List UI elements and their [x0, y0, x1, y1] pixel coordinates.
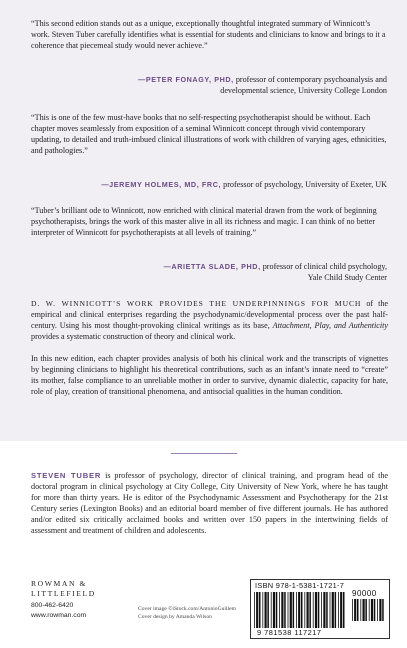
barcode-bar — [304, 592, 305, 628]
barcode-bar — [265, 592, 267, 628]
barcode-bar — [374, 599, 376, 621]
praise-name-1: —PETER FONAGY, PHD, — [138, 75, 234, 84]
praise-affiliation-1b: developmental science, University College London — [220, 86, 387, 95]
barcode-bar — [298, 592, 300, 628]
praise-attribution-3 — [164, 261, 387, 283]
barcode-bar — [301, 592, 303, 628]
praise-quote-1: “This second edition stands out as a unique, exceptionally thoughtful integrated summary of Winnicott’s work. Steven Tuber carefully identifies what is essential for students and clinicians to know and brings to it a coherence that piecemeal study would never achieve.” — [31, 19, 386, 50]
barcode-bar — [335, 592, 337, 628]
ean-barcode-icon — [254, 592, 346, 628]
barcode-bar — [382, 599, 384, 621]
description-paragraph-2: In this new edition, each chapter provides analysis of both his clinical work and the transcripts of vignettes by beginning clinicians to highlight his theoretical contributions, such as an infant’s innate need to “create” its mother, false compliance to an unreliable mother in order to survive, dynamic dialectic, capacity for hate, role of play, creation of transitional phenomena, and antisocial qualities in the human condition. — [31, 354, 388, 396]
praise-affiliation-3a: professor of clinical child psychology, — [262, 262, 387, 271]
barcode-bar — [369, 599, 370, 621]
author-bio-text: is professor of psychology, director of clinical training, and program head of the doctoral program in clinical psychology at City College, City University of New York, where he has taught for more than thirty years. He is editor of the Psychodynamic Assessment and Psychotherapy for the 21st Century series (Lexington Books) and an editorial board member of five different journals. He has authored and/or edited six critically acclaimed books and written over 150 papers in the intertwining fields of assessment and treatment of children and adolescents. — [31, 471, 389, 535]
barcode-bar — [363, 599, 365, 621]
barcode-bar — [256, 592, 258, 628]
barcode-bar — [326, 592, 328, 628]
barcode-bar — [288, 592, 289, 628]
praise-affiliation-3b: Yale Child Study Center — [307, 273, 387, 282]
barcode-bar — [360, 599, 361, 621]
description-lead-caps: D. W. WINNICOTT’S WORK PROVIDES THE UNDERPINNINGS FOR MUCH — [31, 299, 362, 308]
barcode-bar — [377, 599, 378, 621]
description-p1-end: provides a systematic construction of theory and clinical work. — [31, 332, 236, 341]
barcode-bar — [332, 592, 334, 628]
barcode-bar — [296, 592, 297, 628]
barcode-bar — [321, 592, 322, 628]
barcode-bar — [254, 592, 255, 628]
description-paragraph-1 — [31, 298, 388, 342]
price-barcode-icon — [352, 599, 386, 621]
barcode-bar — [276, 592, 278, 628]
barcode-bar — [365, 599, 367, 621]
barcode-bar — [315, 592, 317, 628]
barcode-bar — [371, 599, 373, 621]
praise-affiliation-2a: professor of psychology, University of Exeter, UK — [223, 180, 387, 189]
barcode-bar — [271, 592, 272, 628]
publisher-website: www.rowman.com — [31, 612, 87, 619]
praise-name-2: —JEREMY HOLMES, MD, FRC, — [101, 180, 222, 189]
barcode-bar — [338, 592, 339, 628]
barcode-bar — [357, 599, 359, 621]
barcode-bar — [259, 592, 261, 628]
praise-affiliation-1a: professor of contemporary psychoanalysis and — [235, 75, 387, 84]
barcode-bar — [343, 592, 345, 628]
publisher-name-line2: LITTLEFIELD — [31, 588, 96, 598]
praise-quote-3: “Tuber’s brilliant ode to Winnicott, now enriched with clinical material drawn from the work of beginning psychotherapists, brings the work of this master alive in all its richness and magic. I can think of no better interpreter of Winnicott for psychotherapists at all levels of training.” — [31, 206, 377, 237]
barcode-bar — [293, 592, 295, 628]
barcode-bar — [352, 599, 353, 621]
praise-quote-2: “This is one of the few must-have books that no self-respecting psychotherapist should be without. Each chapter moves seamlessly from exposition of a seminal Winnicott concept through vivid contemporary updating, to detailed and truth-imbued clinical illustrations of work with children of varying ages, ethnicities, and pathologies.” — [31, 113, 387, 155]
barcode-bar — [281, 592, 283, 628]
cover-design-credit: Cover design by Amanda Wilson — [138, 614, 212, 620]
barcode-bar — [309, 592, 311, 628]
publisher-name-line1: ROWMAN & — [31, 579, 88, 588]
praise-attribution-1 — [138, 74, 387, 96]
publisher-block — [31, 579, 96, 621]
praise-name-3: —ARIETTA SLADE, PHD, — [163, 262, 261, 271]
author-name: STEVEN TUBER — [31, 471, 102, 480]
barcode-bar — [330, 592, 331, 628]
cover-image-credit: Cover image ©iStock.com/AntonioGuillem — [138, 606, 236, 612]
book-title: Attachment, Play, and Authenticity — [272, 321, 389, 330]
barcode-bar — [313, 592, 314, 628]
barcode-bar — [273, 592, 275, 628]
barcode-bar — [323, 592, 325, 628]
barcode-bar — [267, 592, 269, 628]
section-divider — [171, 453, 237, 454]
isbn-label: ISBN 978-1-5381-1721-7 — [255, 581, 345, 590]
barcode-bar — [340, 592, 342, 628]
barcode-bar — [354, 599, 356, 621]
barcode-bar — [379, 599, 381, 621]
publisher-phone: 800-462-6420 — [31, 602, 74, 609]
barcode-bar — [307, 592, 309, 628]
barcode-bar — [284, 592, 286, 628]
barcode-bar — [262, 592, 263, 628]
price-code: 90000 — [352, 589, 377, 598]
description-p1-rest: of the empirical and clinical enterprises regarding the psychodynamic/developmental process over the past half-century. Using his most thought-provoking clinical writings as its base, — [31, 299, 389, 330]
barcode-bar — [290, 592, 292, 628]
author-bio — [31, 470, 388, 536]
praise-attribution-2 — [101, 179, 387, 190]
cover-credits — [138, 605, 236, 621]
barcode-bar — [279, 592, 280, 628]
barcode-bar — [318, 592, 320, 628]
barcode-number: 9 781538 117217 — [257, 628, 322, 637]
